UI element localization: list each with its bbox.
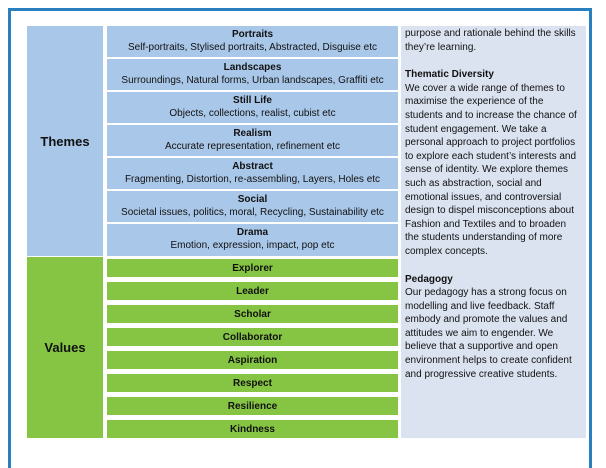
theme-title: Realism [233,128,272,139]
theme-description: Self-portraits, Stylised portraits, Abstracted, Disguise etc [128,42,377,53]
theme-title: Still Life [233,95,272,106]
theme-title: Social [237,194,268,205]
theme-title: Drama [236,227,269,238]
theme-abstract [107,158,398,189]
theme-description: Emotion, expression, impact, pop etc [170,240,335,251]
value-collaborator: Collaborator [107,328,398,346]
pedagogy-text: Our pedagogy has a strong focus on modelling and live feedback. Staff embody and promote the values and attitudes we aim to engender. We believe that a supportive and open environment helps to create confident and progressive creative students. [405,287,572,380]
theme-description: Fragmenting, Distortion, re-assembling, Layers, Holes etc [124,174,381,185]
value-resilience: Resilience [107,397,398,415]
theme-still-life [107,92,398,123]
theme-title: Landscapes [223,62,282,73]
value-explorer: Explorer [107,259,398,277]
value-scholar: Scholar [107,305,398,323]
thematic-diversity-text: We cover a wide range of themes to maximise the experience of the students and to increase the chance of student engagement. We take a personal approach to project portfolios to explore each student’s interests and sense of identity. We explore themes such as abstraction, social and emotional issues, and controversial design to dispel misconceptions about Fashion and Textiles and to broaden the students understanding of more complex concepts. [405,82,577,257]
intro-text: purpose and rationale behind the skills they’re learning. [405,28,576,53]
theme-description: Accurate representation, refinement etc [164,141,341,152]
value-aspiration: Aspiration [107,351,398,369]
theme-landscapes [107,59,398,90]
theme-social [107,191,398,222]
value-kindness: Kindness [107,420,398,438]
theme-title: Portraits [231,29,274,40]
values-label: Values [27,257,103,438]
theme-drama [107,224,398,256]
theme-title: Abstract [232,161,273,172]
thematic-diversity-heading: Thematic Diversity [405,69,494,81]
value-leader: Leader [107,282,398,300]
theme-realism [107,125,398,156]
theme-description: Societal issues, politics, moral, Recycling, Sustainability etc [121,207,384,218]
pedagogy-heading: Pedagogy [405,273,453,285]
themes-label: Themes [27,26,103,256]
theme-description: Objects, collections, realist, cubist etc [169,108,336,119]
theme-description: Surroundings, Natural forms, Urban landscapes, Graffiti etc [121,75,384,86]
theme-portraits [107,26,398,57]
value-respect: Respect [107,374,398,392]
text-panel [401,26,586,438]
